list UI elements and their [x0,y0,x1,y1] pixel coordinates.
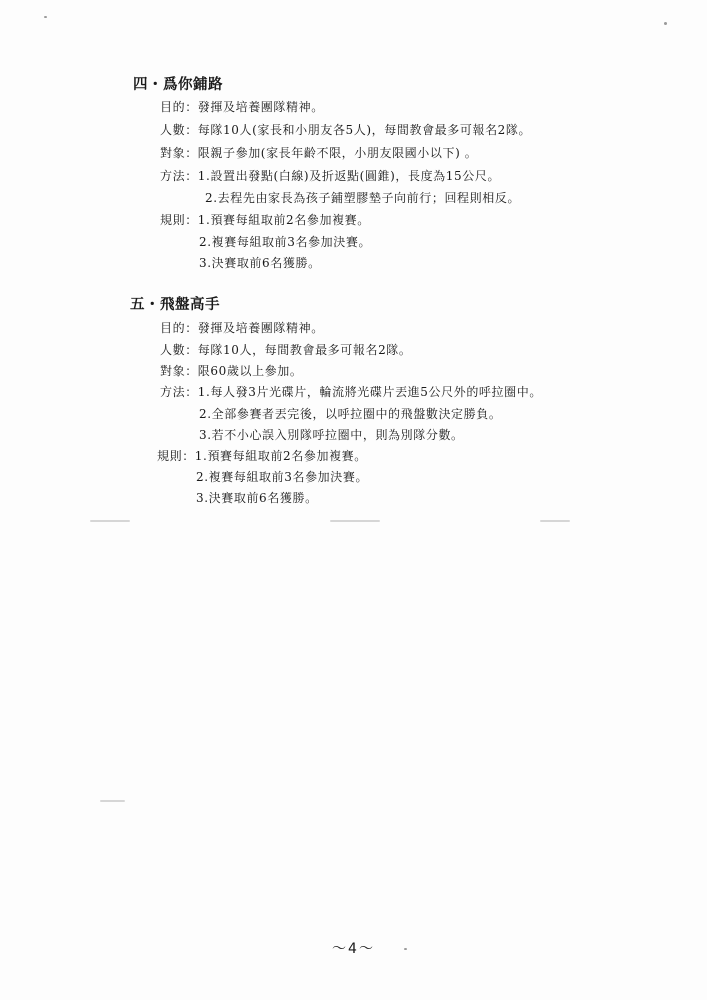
scan-smudge [540,520,570,522]
section-line: 規則：1.預賽每組取前2名參加複賽。 [160,213,370,227]
section-line: 2.去程先由家長為孩子鋪塑膠墊子向前行；回程則相反。 [205,191,521,205]
section-title: 五・飛盤高手 [130,297,220,313]
section-line: 人數：每隊10人(家長和小朋友各5人)，每間教會最多可報名2隊。 [160,123,532,137]
scan-smudge [100,800,125,802]
section-line: 對象：限60歲以上參加。 [160,364,303,378]
page-number: ～4～ [332,941,375,957]
scan-speck [44,16,47,18]
section-line: 3.若不小心誤入別隊呼拉圈中，則為別隊分數。 [199,428,464,442]
section-line: 2.複賽每組取前3名參加決賽。 [196,470,369,484]
section-line: 人數：每隊10人，每間教會最多可報名2隊。 [160,343,412,357]
section-line: 對象：限親子參加(家長年齡不限，小朋友限國小以下) 。 [160,146,478,160]
section-line: 目的：發揮及培養團隊精神。 [160,321,324,335]
scan-speck [664,22,667,25]
section-line: 目的：發揮及培養團隊精神。 [160,100,324,114]
section-line: 2.全部參賽者丟完後，以呼拉圈中的飛盤數決定勝負。 [199,407,502,421]
section-line: 方法：1.設置出發點(白線)及折返點(圓錐)，長度為15公尺。 [160,169,501,183]
section-line: 3.決賽取前6名獲勝。 [196,491,318,505]
section-line: 規則：1.預賽每組取前2名參加複賽。 [157,449,367,463]
section-title: 四・爲你鋪路 [133,77,223,93]
section-line: 方法：1.每人發3片光碟片，輪流將光碟片丟進5公尺外的呼拉圈中。 [160,385,542,399]
section-line: 2.複賽每組取前3名參加決賽。 [199,235,372,249]
scan-smudge [330,520,380,522]
scan-smudge [90,520,130,522]
section-line: 3.決賽取前6名獲勝。 [199,256,321,270]
